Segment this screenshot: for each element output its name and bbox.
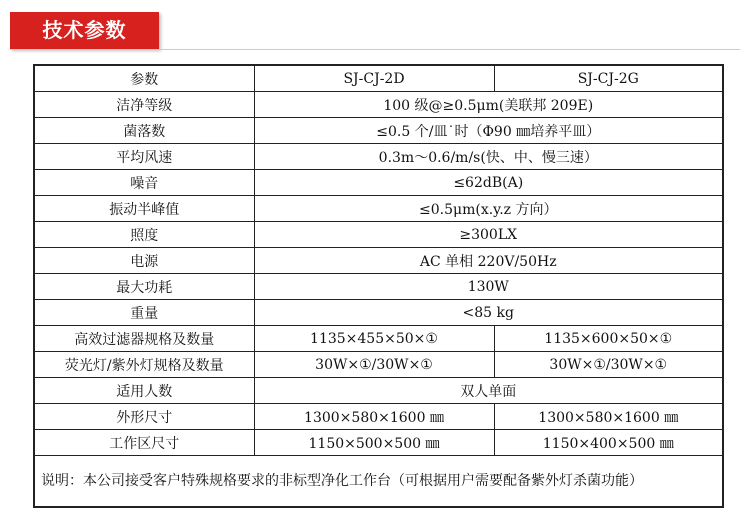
spec-table <box>33 64 724 508</box>
table-row <box>34 144 723 170</box>
row-value: 100 级@≥0.5μm(美联邦 209E) <box>254 92 723 118</box>
row-label: 最大功耗 <box>34 274 254 300</box>
table-header-row <box>34 65 723 92</box>
table-row <box>34 274 723 300</box>
table-row <box>34 222 723 248</box>
row-value-2d: 30W×①/30W×① <box>254 352 494 378</box>
row-value: 130W <box>254 274 723 300</box>
row-value-2d: 1150×500×500 ㎜ <box>254 430 494 456</box>
table-row <box>34 430 723 456</box>
header-model-2g: SJ-CJ-2G <box>494 65 723 92</box>
row-value: 双人单面 <box>254 378 723 404</box>
row-value: ≤0.5μm(x.y.z 方向） <box>254 196 723 222</box>
table-row <box>34 326 723 352</box>
row-value-2d: 1135×455×50×① <box>254 326 494 352</box>
header-param: 参数 <box>34 65 254 92</box>
row-label: 洁净等级 <box>34 92 254 118</box>
table-row <box>34 196 723 222</box>
table-row <box>34 404 723 430</box>
row-value-2g: 30W×①/30W×① <box>494 352 723 378</box>
header-model-2d: SJ-CJ-2D <box>254 65 494 92</box>
row-value-2g: 1135×600×50×① <box>494 326 723 352</box>
row-label: 菌落数 <box>34 118 254 144</box>
row-value-2g: 1300×580×1600 ㎜ <box>494 404 723 430</box>
row-value: AC 单相 220V/50Hz <box>254 248 723 274</box>
row-label: 振动半峰值 <box>34 196 254 222</box>
row-label: 噪音 <box>34 170 254 196</box>
row-value-2d: 1300×580×1600 ㎜ <box>254 404 494 430</box>
table-row <box>34 92 723 118</box>
header-divider <box>10 49 740 50</box>
row-value: 0.3m～0.6/m/s(快、中、慢三速） <box>254 144 723 170</box>
row-value: ≤0.5 个/皿˙时（Φ90 ㎜培养平皿） <box>254 118 723 144</box>
row-label: 荧光灯/紫外灯规格及数量 <box>34 352 254 378</box>
row-label: 电源 <box>34 248 254 274</box>
table-row <box>34 300 723 326</box>
section-title: 技术参数 <box>42 18 127 42</box>
row-label: 外形尺寸 <box>34 404 254 430</box>
row-label: 平均风速 <box>34 144 254 170</box>
row-label: 适用人数 <box>34 378 254 404</box>
table-note-row <box>34 456 723 508</box>
row-value: <85 kg <box>254 300 723 326</box>
row-label: 照度 <box>34 222 254 248</box>
row-value: ≥300LX <box>254 222 723 248</box>
row-label: 重量 <box>34 300 254 326</box>
table-row <box>34 248 723 274</box>
table-note: 说明：本公司接受客户特殊规格要求的非标型净化工作台（可根据用户需要配备紫外灯杀菌功能） <box>34 456 723 508</box>
row-value: ≤62dB(A) <box>254 170 723 196</box>
table-row <box>34 352 723 378</box>
row-label: 高效过滤器规格及数量 <box>34 326 254 352</box>
table-row <box>34 378 723 404</box>
table-row <box>34 118 723 144</box>
row-label: 工作区尺寸 <box>34 430 254 456</box>
table-row <box>34 170 723 196</box>
row-value-2g: 1150×400×500 ㎜ <box>494 430 723 456</box>
